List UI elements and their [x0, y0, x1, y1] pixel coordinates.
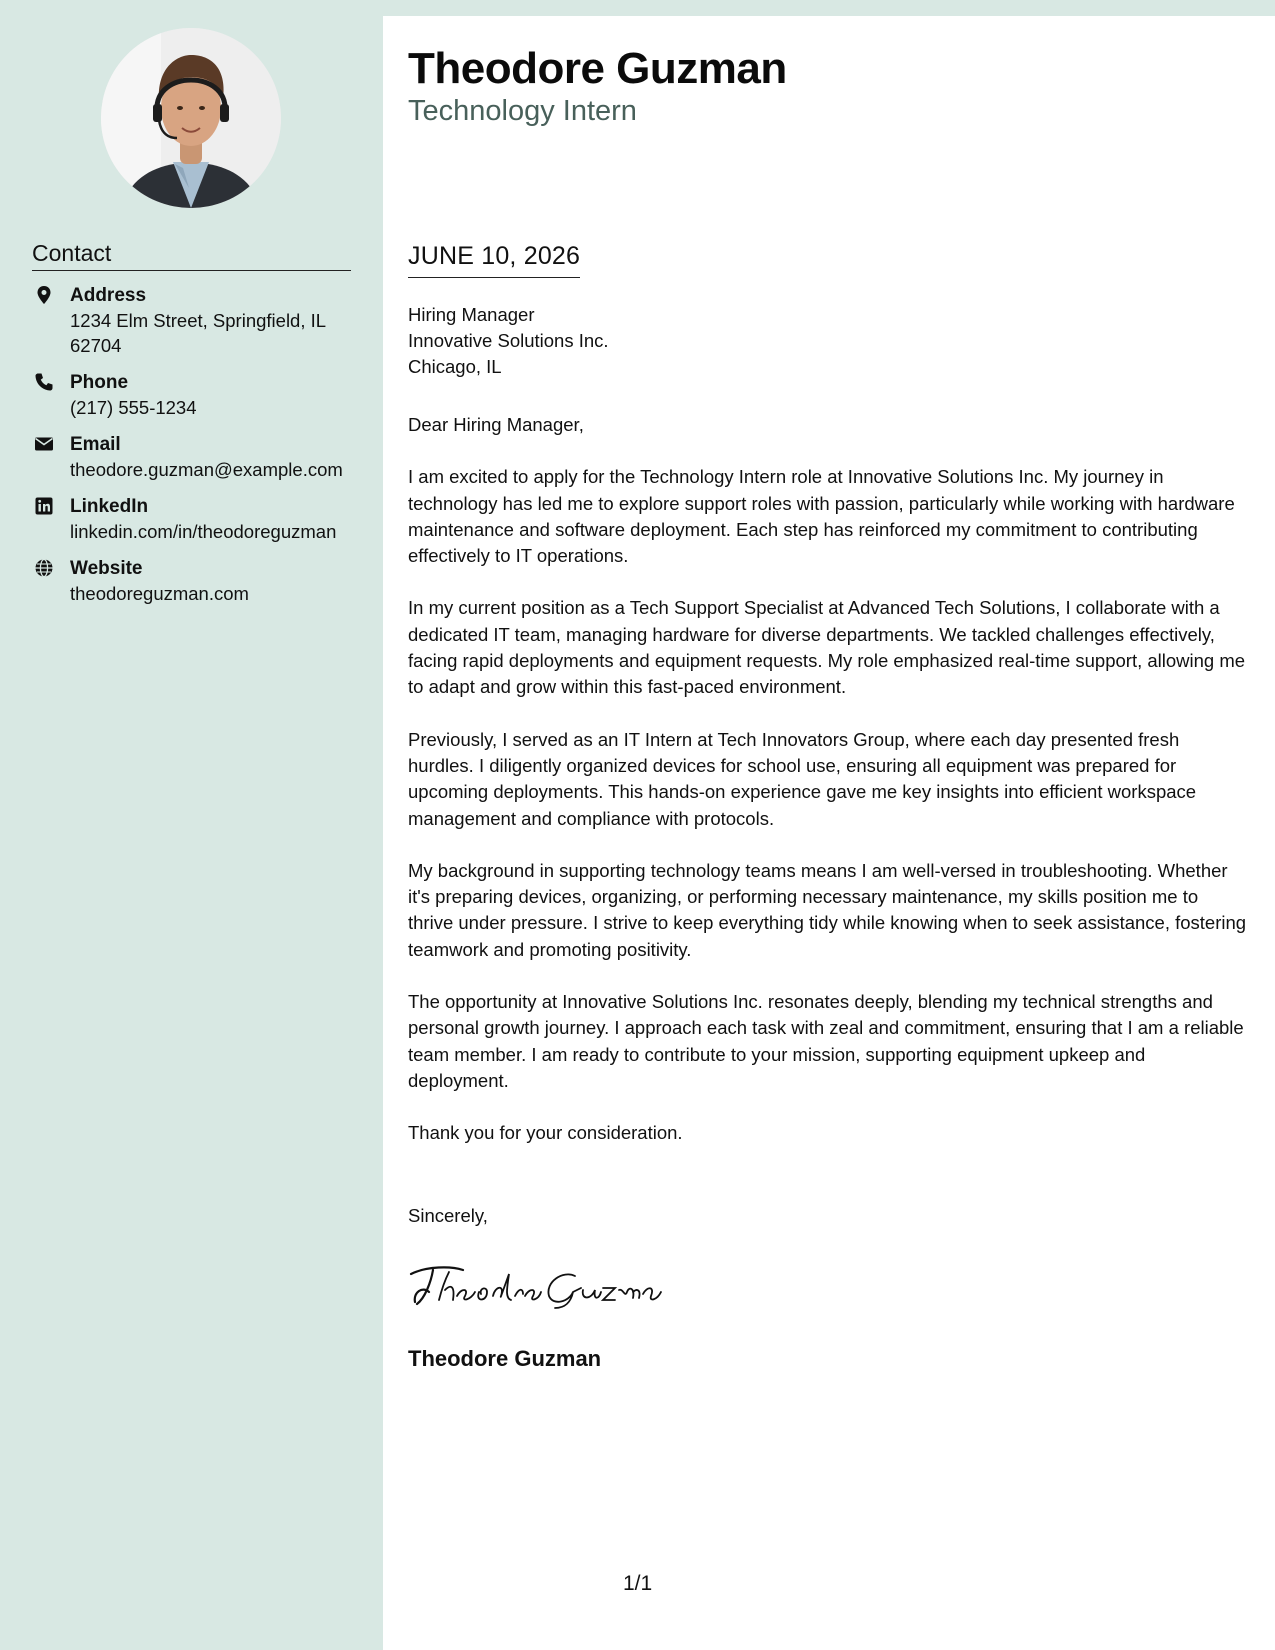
contact-website [32, 556, 362, 606]
letter-paragraph: I am excited to apply for the Technology Intern role at Innovative Solutions Inc. My journey in technology has led me to explore support roles with passion, particularly while working with hardware maintenance and software deployment. Each step has reinforced my commitment to contributing effectively to IT operations. [408, 466, 1235, 567]
contact-phone [32, 370, 362, 420]
letter-date: JUNE 10, 2026 [408, 242, 580, 278]
contact-label: Email [70, 434, 121, 455]
salutation: Dear Hiring Manager, [408, 414, 584, 435]
linkedin-icon [34, 496, 54, 516]
phone-icon [34, 372, 54, 392]
contact-address [32, 283, 362, 358]
contact-heading: Contact [32, 240, 351, 271]
profile-photo [101, 28, 281, 208]
letter-body [383, 16, 1275, 1650]
contact-label: Website [70, 558, 143, 579]
sidebar [0, 0, 383, 1650]
recipient-line: Chicago, IL [408, 356, 502, 377]
closing: Sincerely, [408, 1205, 488, 1226]
recipient-block [408, 302, 609, 380]
contact-linkedin [32, 494, 362, 544]
signature-image [405, 1262, 665, 1312]
profile-photo-illustration [101, 28, 281, 208]
location-pin-icon [34, 285, 54, 305]
contact-value[interactable]: theodore.guzman@example.com [70, 459, 343, 480]
contact-value[interactable]: linkedin.com/in/theodoreguzman [70, 521, 337, 542]
letter-paragraph: Thank you for your consideration. [408, 1122, 683, 1144]
contact-list [32, 283, 362, 618]
recipient-line: Hiring Manager [408, 304, 535, 325]
letter-paragraph: My background in supporting technology teams means I am well-versed in troubleshooting. Whether it's preparing devices, organizing, or performing necessary maintenance, my skills position me to thrive under pressure. I strive to keep everything tidy while knowing when to seek assistance, fostering teamwork and promoting positivity. [408, 859, 1247, 960]
contact-value: 1234 Elm Street, Springfield, IL 62704 [70, 310, 326, 356]
contact-label: Phone [70, 372, 129, 393]
envelope-icon [34, 434, 54, 454]
contact-value: (217) 555-1234 [70, 397, 197, 418]
letter-paragraph: In my current position as a Tech Support Specialist at Advanced Tech Solutions, I collaborate with a dedicated IT team, managing hardware for diverse departments. We tackled challenges effectively, facing rapid deployments and equipment requests. My role emphasized real-time support, allowing me to adapt and grow within this fast-paced environment. [408, 597, 1246, 698]
letter-text [408, 412, 1248, 1173]
contact-email [32, 432, 362, 482]
signer-name: Theodore Guzman [408, 1346, 602, 1371]
contact-label: Address [70, 285, 147, 306]
contact-label: LinkedIn [70, 496, 149, 517]
applicant-name: Theodore Guzman [408, 44, 787, 93]
letter-paragraph: The opportunity at Innovative Solutions Inc. resonates deeply, blending my technical strengths and personal growth journey. I approach each task with zeal and commitment, ensuring that I am a reliable team member. I am ready to contribute to your mission, supporting equipment upkeep and deployment. [408, 991, 1244, 1091]
applicant-title: Technology Intern [408, 95, 637, 127]
page-number: 1/1 [623, 1572, 653, 1595]
handwritten-signature [405, 1262, 665, 1317]
globe-icon [34, 558, 54, 578]
contact-value[interactable]: theodoreguzman.com [70, 583, 249, 604]
recipient-line: Innovative Solutions Inc. [408, 330, 609, 351]
letter-paragraph: Previously, I served as an IT Intern at Tech Innovators Group, where each day presented fresh hurdles. I diligently organized devices for school use, ensuring all equipment was prepared for upcoming deployments. This hands-on experience gave me key insights into efficient workspace management and compliance with protocols. [408, 728, 1197, 829]
